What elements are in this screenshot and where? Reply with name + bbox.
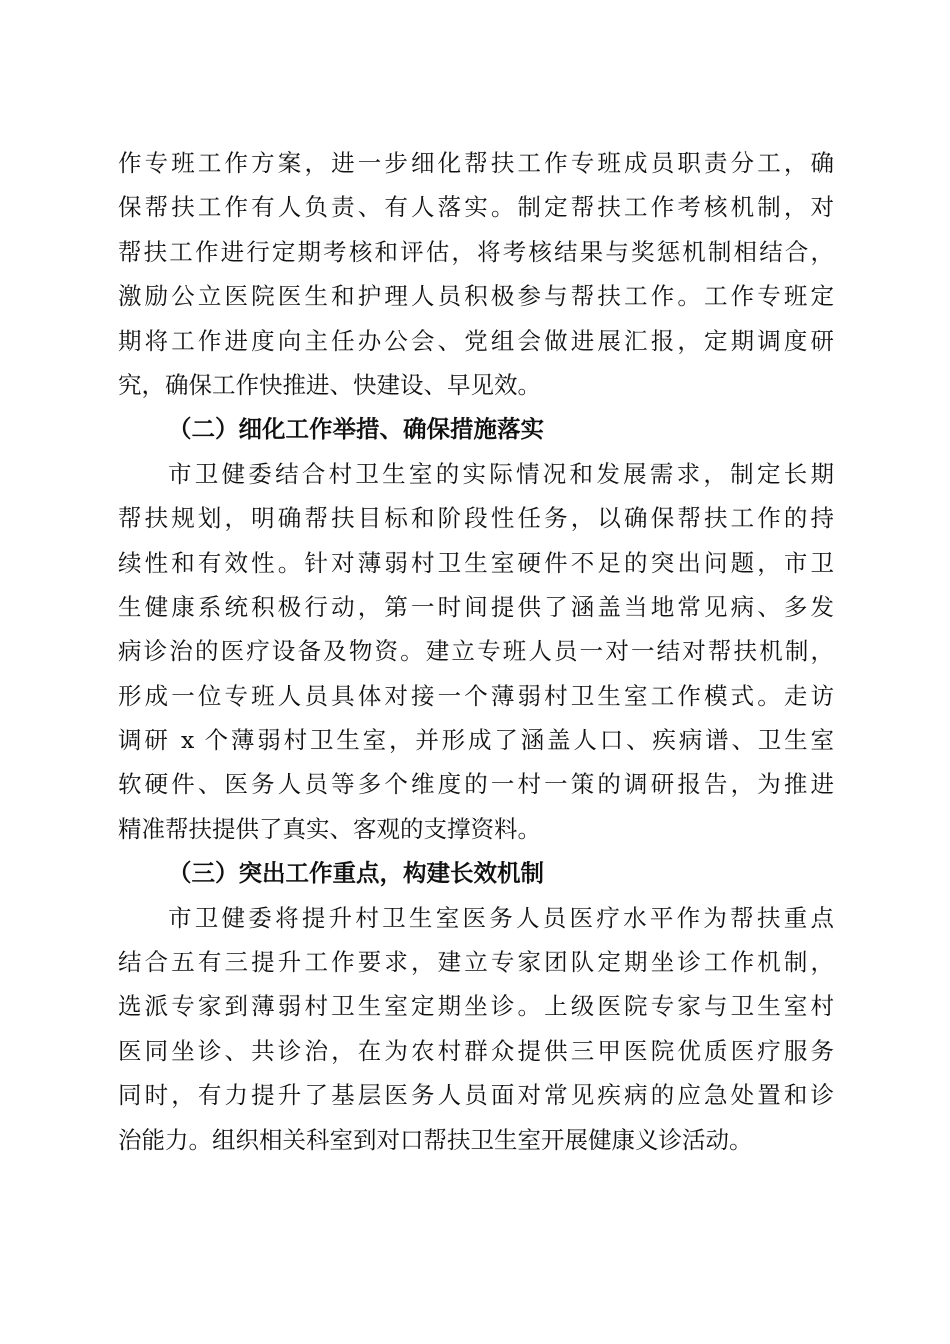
- document-body: [118, 141, 834, 1162]
- paragraph-section1-tail: [118, 141, 834, 407]
- text-line: 激励公立医院医生和护理人员积极参与帮扶工作。工作专班定: [118, 282, 834, 311]
- text-line: 生健康系统积极行动，第一时间提供了涵盖当地常见病、多发: [118, 592, 834, 621]
- paragraph-section3: [118, 896, 834, 1162]
- text-line: 软硬件、医务人员等多个维度的一村一策的调研报告，为推进: [118, 770, 834, 799]
- text-line: 精准帮扶提供了真实、客观的支撑资料。: [118, 814, 541, 843]
- text-line: 同时，有力提升了基层医务人员面对常见疾病的应急处置和诊: [118, 1081, 834, 1110]
- text-line: 帮扶规划，明确帮扶目标和阶段性任务，以确保帮扶工作的持: [118, 504, 834, 533]
- text-line: 作专班工作方案，进一步细化帮扶工作专班成员职责分工，确: [118, 149, 834, 177]
- text-line: 病诊治的医疗设备及物资。建立专班人员一对一结对帮扶机制，: [118, 637, 834, 666]
- text-line: 续性和有效性。针对薄弱村卫生室硬件不足的突出问题，市卫: [118, 548, 834, 577]
- section-heading-2: （二）细化工作举措、确保措施落实: [168, 415, 544, 444]
- text-line: 选派专家到薄弱村卫生室定期坐诊。上级医院专家与卫生室村: [118, 992, 834, 1021]
- text-line: 市卫健委结合村卫生室的实际情况和发展需求，制定长期: [168, 459, 834, 488]
- text-line: 保帮扶工作有人负责、有人落实。制定帮扶工作考核机制，对: [118, 193, 834, 222]
- text-line: 期将工作进度向主任办公会、党组会做进展汇报，定期调度研: [118, 326, 834, 355]
- section-heading-3: （三）突出工作重点，构建长效机制: [168, 859, 544, 888]
- text-line: 调研 x 个薄弱村卫生室，并形成了涵盖人口、疾病谱、卫生室: [118, 726, 834, 755]
- paragraph-section2: [118, 452, 834, 852]
- text-line: 结合五有三提升工作要求，建立专家团队定期坐诊工作机制，: [118, 948, 834, 977]
- text-line: 帮扶工作进行定期考核和评估，将考核结果与奖惩机制相结合，: [118, 237, 834, 266]
- text-line: 市卫健委将提升村卫生室医务人员医疗水平作为帮扶重点: [168, 903, 834, 932]
- text-line: 治能力。组织相关科室到对口帮扶卫生室开展健康义诊活动。: [118, 1125, 753, 1154]
- text-line: 究，确保工作快推进、快建设、早见效。: [118, 370, 541, 399]
- text-line: 医同坐诊、共诊治，在为农村群众提供三甲医院优质医疗服务: [118, 1036, 834, 1065]
- text-line: 形成一位专班人员具体对接一个薄弱村卫生室工作模式。走访: [118, 681, 834, 710]
